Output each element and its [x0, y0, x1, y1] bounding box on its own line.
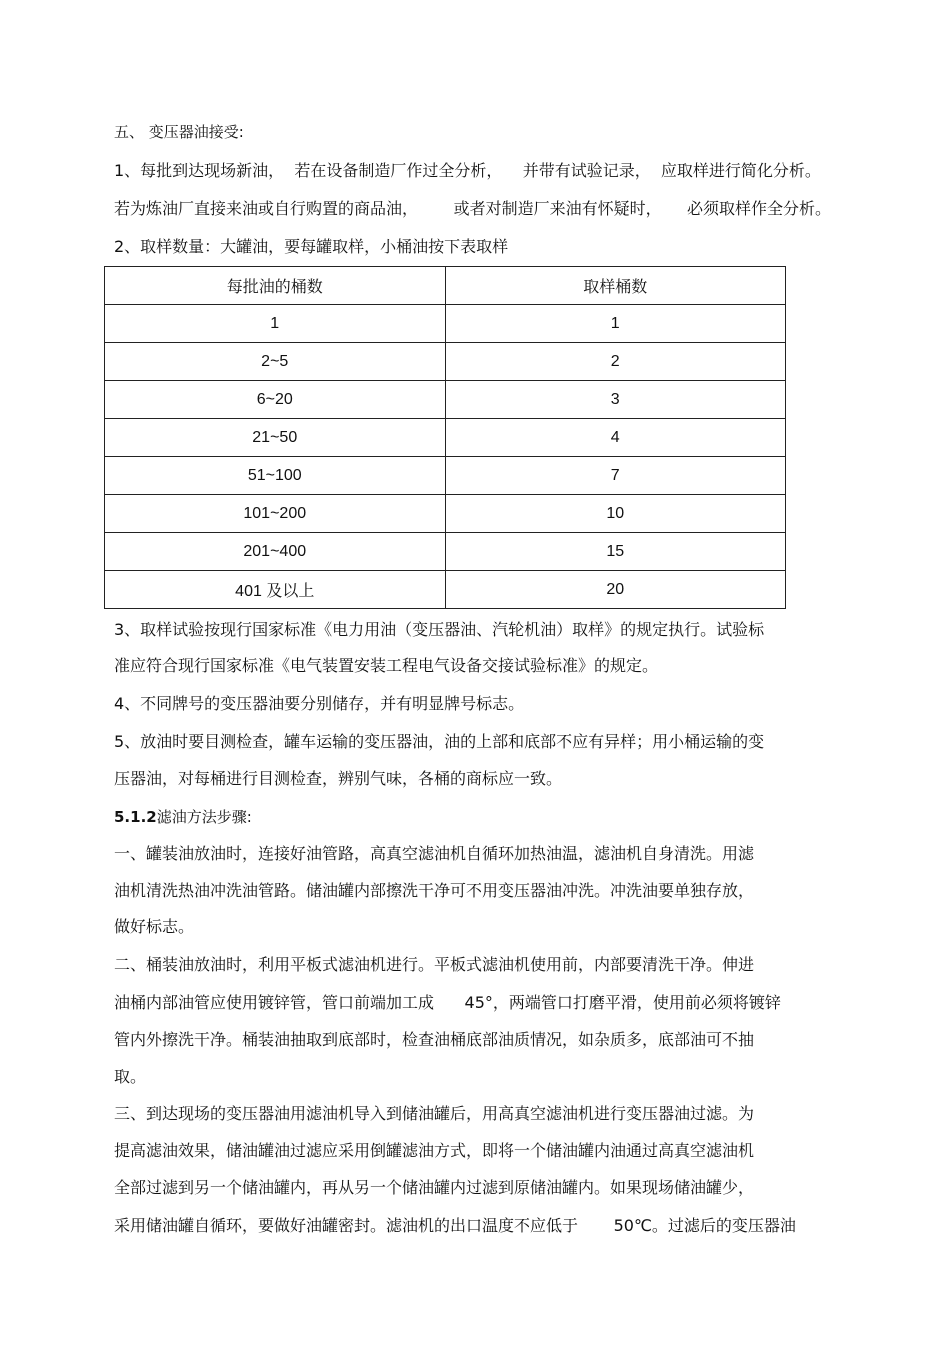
paragraph-line: 4、不同牌号的变压器油要分别储存，并有明显牌号标志。 — [114, 694, 525, 713]
table-cell: 7 — [445, 457, 786, 495]
section-heading: 五、 变压器油接受: — [114, 123, 244, 141]
paragraph-line: 3、取样试验按现行国家标准《电力用油（变压器油、汽轮机油）取样》的规定执行。试验标 — [114, 620, 765, 639]
paragraph-line: 油桶内部油管应使用镀锌管，管口前端加工成 45°，两端管口打磨平滑，使用前必须将镀锌 — [114, 993, 781, 1012]
sampling-table — [104, 266, 786, 609]
table-cell: 20 — [445, 571, 786, 609]
paragraph-line: 2、取样数量：大罐油，要每罐取样，小桶油按下表取样 — [114, 237, 509, 256]
table-header-row — [105, 267, 786, 305]
paragraph-line: 1、每批到达现场新油， 若在设备制造厂作过全分析， 并带有试验记录， 应取样进行简化分析。 — [114, 161, 821, 180]
subsection-heading — [114, 806, 252, 828]
paragraph-line: 取。 — [114, 1067, 147, 1086]
paragraph-line: 管内外擦洗干净。桶装油抽取到底部时，检查油桶底部油质情况，如杂质多，底部油可不抽 — [114, 1030, 755, 1049]
table-cell: 10 — [445, 495, 786, 533]
table-cell: 15 — [445, 533, 786, 571]
paragraph-line: 油机清洗热油冲洗油管路。储油罐内部擦洗干净可不用变压器油冲洗。冲洗油要单独存放， — [114, 881, 755, 900]
paragraph-line: 采用储油罐自循环，要做好油罐密封。滤油机的出口温度不应低于 50℃。过滤后的变压器油 — [114, 1216, 796, 1235]
subsection-title: 滤油方法步骤: — [156, 808, 252, 826]
table-cell: 4 — [445, 419, 786, 457]
table-row — [105, 305, 786, 343]
paragraph-line: 二、桶装油放油时，利用平板式滤油机进行。平板式滤油机使用前，内部要清洗干净。伸进 — [114, 955, 755, 974]
table-cell: 6~20 — [105, 381, 446, 419]
table-cell: 2~5 — [105, 343, 446, 381]
table-cell: 101~200 — [105, 495, 446, 533]
table-row — [105, 571, 786, 609]
table-row — [105, 381, 786, 419]
paragraph-line: 做好标志。 — [114, 917, 195, 936]
table-row — [105, 419, 786, 457]
table-cell: 21~50 — [105, 419, 446, 457]
table-row — [105, 343, 786, 381]
table-row — [105, 533, 786, 571]
paragraph-line: 若为炼油厂直接来油或自行购置的商品油， 或者对制造厂来油有怀疑时， 必须取样作全分析。 — [114, 199, 832, 218]
table-header-cell: 每批油的桶数 — [105, 267, 446, 305]
table-cell: 1 — [445, 305, 786, 343]
paragraph-line: 5、放油时要目测检查，罐车运输的变压器油，油的上部和底部不应有异样；用小桶运输的变 — [114, 732, 765, 751]
paragraph-line: 全部过滤到另一个储油罐内，再从另一个储油罐内过滤到原储油罐内。如果现场储油罐少， — [114, 1178, 755, 1197]
subsection-number: 5.1.2 — [114, 808, 157, 826]
table-cell: 1 — [105, 305, 446, 343]
paragraph-line: 三、到达现场的变压器油用滤油机导入到储油罐后，用高真空滤油机进行变压器油过滤。为 — [114, 1104, 755, 1123]
paragraph-line: 一、罐装油放油时，连接好油管路，高真空滤油机自循环加热油温，滤油机自身清洗。用滤 — [114, 844, 755, 863]
table-header-cell: 取样桶数 — [445, 267, 786, 305]
paragraph-line: 准应符合现行国家标准《电气装置安装工程电气设备交接试验标准》的规定。 — [114, 656, 659, 675]
table-cell: 2 — [445, 343, 786, 381]
table-cell: 51~100 — [105, 457, 446, 495]
table-cell: 201~400 — [105, 533, 446, 571]
table-cell: 3 — [445, 381, 786, 419]
paragraph-line: 压器油，对每桶进行目测检查，辨别气味，各桶的商标应一致。 — [114, 769, 563, 788]
table-row — [105, 457, 786, 495]
table-cell: 401 及以上 — [105, 571, 446, 609]
table-row — [105, 495, 786, 533]
paragraph-line: 提高滤油效果，储油罐油过滤应采用倒罐滤油方式，即将一个储油罐内油通过高真空滤油机 — [114, 1141, 755, 1160]
